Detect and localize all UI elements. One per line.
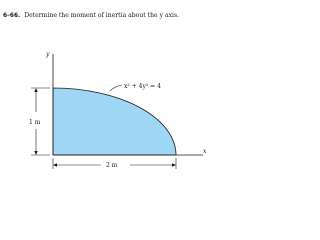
curve-equation: x² + 4y² = 4 (124, 83, 161, 90)
shaded-region (53, 88, 176, 155)
problem-text: Determine the moment of inertia about the y axis. (24, 12, 180, 19)
height-dimension-label: 1 m (29, 119, 41, 126)
width-dimension-label: 2 m (106, 162, 118, 169)
problem-number: 6–66. (3, 13, 21, 19)
equation-leader (110, 85, 122, 91)
x-axis-label: x (203, 148, 207, 155)
y-axis-label: y (46, 51, 50, 58)
